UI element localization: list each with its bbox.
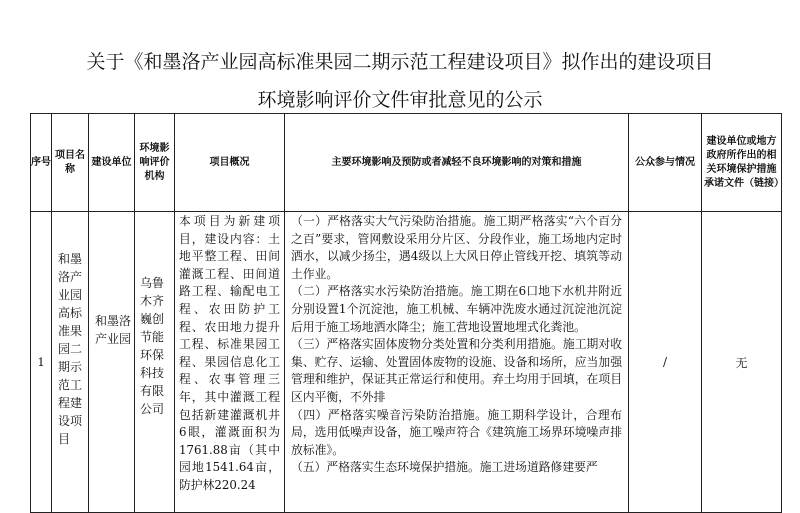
header-public-participation: 公众参与情况 [629, 114, 702, 212]
cell-commitment: 无 [702, 212, 782, 513]
header-project-name: 项目名称 [52, 114, 89, 212]
cell-public-participation: / [629, 212, 702, 513]
page-title-line-1: 关于《和墨洛产业园高标准果园二期示范工程建设项目》拟作出的建设项目 [86, 51, 714, 73]
header-eia-org: 环境影响评价机构 [135, 114, 175, 212]
cell-project-name: 和墨洛产业园高标准果园二期示范工程建设项目 [52, 212, 89, 513]
cell-overview: 本项目为新建项目，建设内容：土地平整工程、田间灌溉工程、田间道路工程、输配电工程、农田防护工程、农田地力提升工程、标准果园工程、果园信息化工程、农事管理三年，其中灌溉工程包括新建灌溉机井6眼，灌溉面积为1761.88亩（其中园地1541.64亩，防护林220.24 [175, 212, 285, 513]
cell-measures [285, 212, 629, 513]
measure-item: （一）严格落实大气污染防治措施。施工期严格落实“六个百分之百”要求，管网敷设采用分片区、分段作业，施工场地内定时洒水，以减少扬尘，遇4级以上大风日停止管线开挖、填筑等动土作业。 [291, 214, 622, 281]
cell-construction-unit: 和墨洛产业园 [89, 212, 135, 513]
header-construction-unit: 建设单位 [89, 114, 135, 212]
header-measures: 主要环境影响及预防或者减轻不良环境影响的对策和措施 [285, 114, 629, 212]
measure-item: （四）严格落实噪音污染防治措施。施工期科学设计，合理布局，选用低噪声设备，施工噪声符合《建筑施工场界环境噪声排放标准》。 [291, 407, 622, 457]
cell-seq: 1 [31, 212, 52, 513]
header-seq: 序号 [31, 114, 52, 212]
page-title-line-2: 环境影响评价文件审批意见的公示 [257, 89, 543, 111]
approval-table [30, 113, 782, 513]
measure-item: （五）严格落实生态环境保护措施。施工进场道路修建要严 [291, 460, 598, 475]
header-commitment: 建设单位或地方政府所作出的相关环境保护措施承诺文件（链接） [702, 114, 782, 212]
cell-eia-org: 乌鲁木齐巍创节能环保科技有限公司 [135, 212, 175, 513]
measure-item: （二）严格落实水污染防治措施。施工期在6口地下水机井附近分别设置1个沉淀池，施工机械、车辆冲洗废水通过沉淀池沉淀后用于施工场地洒水降尘；施工营地设置地埋式化粪池。 [291, 284, 622, 334]
measure-item: （三）严格落实固体废物分类处置和分类利用措施。施工期对收集、贮存、运输、处置固体废物的设施、设备和场所，应当加强管理和维护，保证其正常运行和使用。弃土均用于回填，在项目区内平衡，不外排 [291, 337, 622, 404]
table-row [31, 212, 782, 513]
header-overview: 项目概况 [175, 114, 285, 212]
table-header-row [31, 114, 782, 212]
